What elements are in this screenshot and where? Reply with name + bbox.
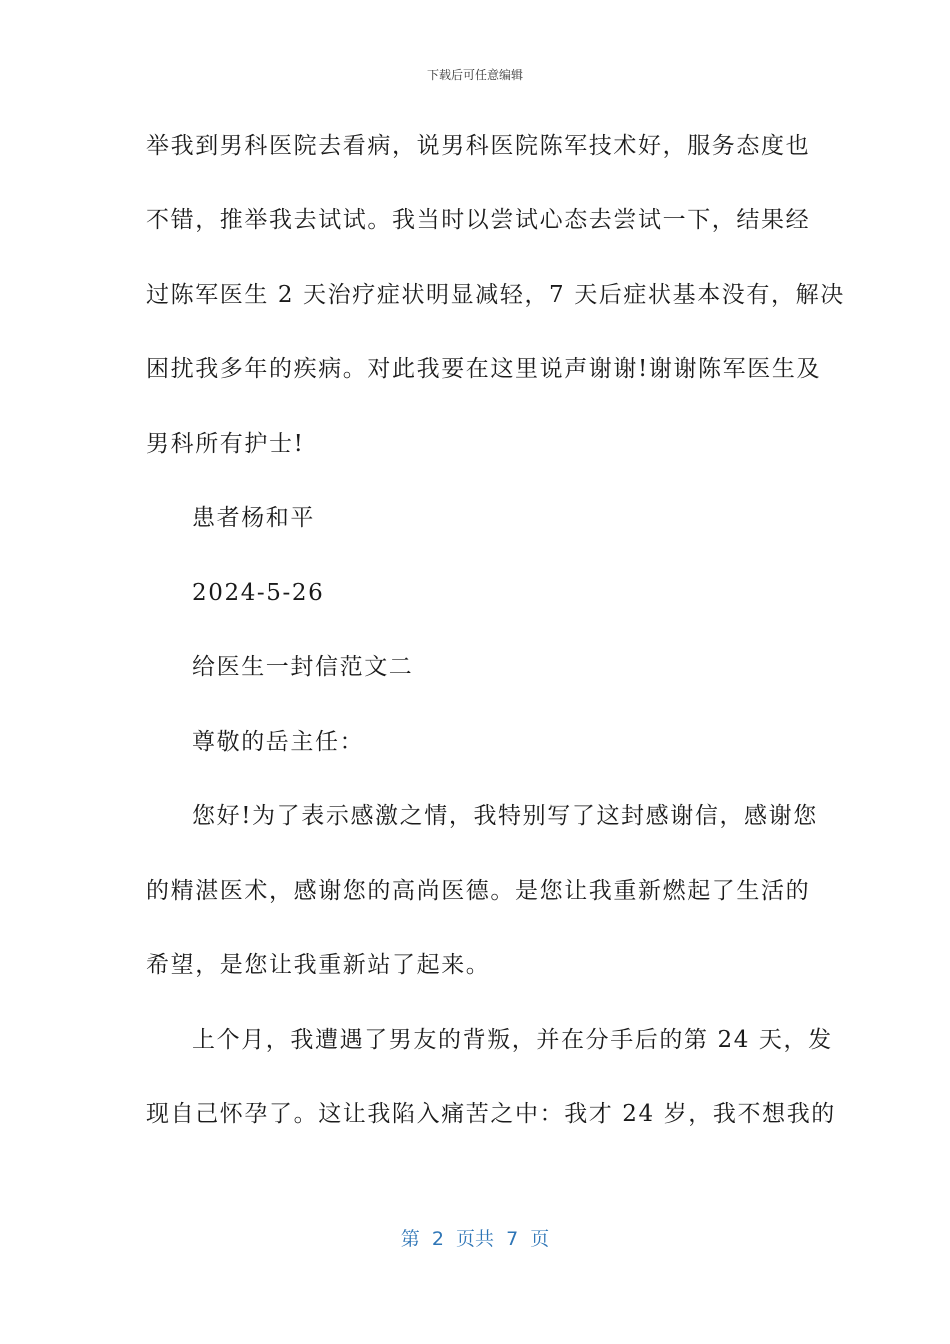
body-line: 不错，推举我去试试。我当时以尝试心态去尝试一下，结果经 xyxy=(146,207,811,233)
body-line: 举我到男科医院去看病，说男科医院陈军技术好，服务态度也 xyxy=(146,133,811,159)
body-line: 困扰我多年的疾病。对此我要在这里说声谢谢!谢谢陈军医生及 xyxy=(146,356,822,382)
body-line: 您好!为了表示感激之情，我特别写了这封感谢信，感谢您 xyxy=(192,803,818,829)
page-number-footer: 第 2 页共 7 页 xyxy=(400,1228,550,1250)
section-title: 给医生一封信范文二 xyxy=(192,654,414,680)
body-line: 现自己怀孕了。这让我陷入痛苦之中：我才 24 岁，我不想我的 xyxy=(146,1101,836,1127)
signature-date: 2024-5-26 xyxy=(192,580,325,606)
page-header: 下载后可任意编辑 xyxy=(426,68,523,82)
body-line: 男科所有护士! xyxy=(146,431,305,457)
salutation: 尊敬的岳主任： xyxy=(192,729,365,755)
body-line: 上个月，我遭遇了男友的背叛，并在分手后的第 24 天，发 xyxy=(192,1027,833,1053)
body-line: 过陈军医生 2 天治疗症状明显减轻，7 天后症状基本没有，解决 xyxy=(146,282,845,308)
body-line: 的精湛医术，感谢您的高尚医德。是您让我重新燃起了生活的 xyxy=(146,878,811,904)
signature-name: 患者杨和平 xyxy=(192,505,315,531)
body-line: 希望，是您让我重新站了起来。 xyxy=(146,952,491,978)
